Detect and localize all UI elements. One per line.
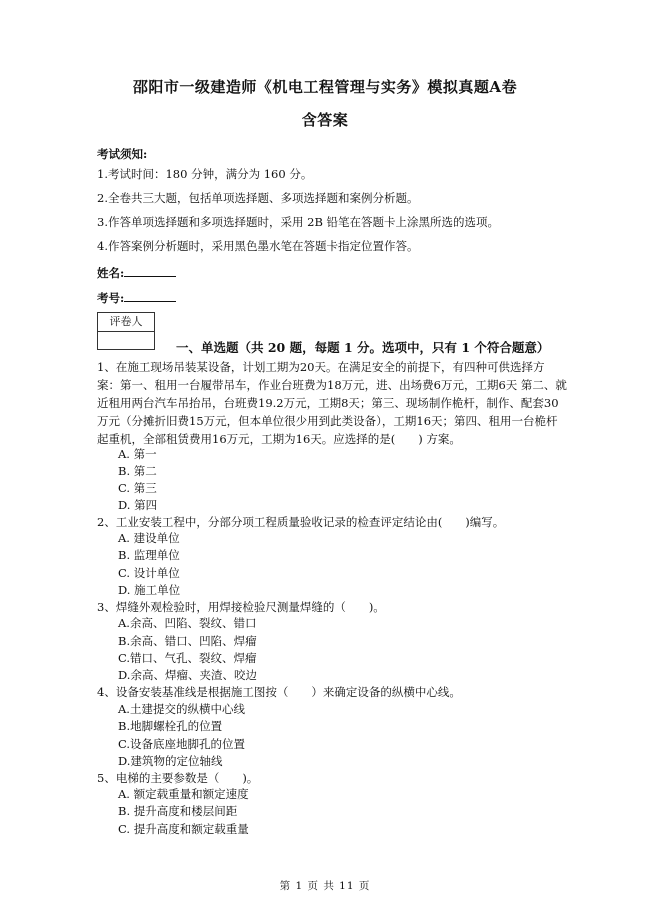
answer-option: A.余高、凹陷、裂纹、错口 xyxy=(118,616,257,630)
answer-option: C. 第三 xyxy=(118,481,157,495)
answer-option: D.余高、焊瘤、夹渣、咬边 xyxy=(118,668,257,682)
section-title: 一、单选题（共 20 题，每题 1 分。选项中，只有 1 个符合题意） xyxy=(176,340,550,355)
answer-option: C. 提升高度和额定载重量 xyxy=(118,822,249,836)
answer-option: C. 设计单位 xyxy=(118,566,180,580)
answer-option: A.土建提交的纵横中心线 xyxy=(118,702,245,716)
question-text: 2、工业安装工程中，分部分项工程质量验收记录的检查评定结论由( )编写。 xyxy=(97,515,505,529)
note-item: 1.考试时间：180 分钟，满分为 160 分。 xyxy=(97,167,313,181)
answer-option: C.设备底座地脚孔的位置 xyxy=(118,737,246,751)
answer-option: B. 第二 xyxy=(118,464,157,478)
answer-option: B. 监理单位 xyxy=(118,548,180,562)
note-item: 2.全卷共三大题，包括单项选择题、多项选择题和案例分析题。 xyxy=(97,191,419,205)
name-blank xyxy=(124,264,176,277)
page-footer: 第 1 页 共 11 页 xyxy=(279,880,371,892)
answer-option: B. 提升高度和楼层间距 xyxy=(118,804,238,818)
answer-option: D. 第四 xyxy=(118,498,158,512)
question-text: 4、设备安装基准线是根据施工图按（ ）来确定设备的纵横中心线。 xyxy=(97,685,461,699)
answer-option: D. 施工单位 xyxy=(118,583,181,597)
answer-option: A. 建设单位 xyxy=(118,531,180,545)
note-item: 3.作答单项选择题和多项选择题时，采用 2B 铅笔在答题卡上涂黑所选的选项。 xyxy=(97,215,500,229)
id-field xyxy=(97,289,176,306)
exam-title: 邵阳市一级建造师《机电工程管理与实务》模拟真题A卷 xyxy=(132,78,518,96)
answer-option: C.错口、气孔、裂纹、焊瘤 xyxy=(118,651,257,665)
note-item: 4.作答案例分析题时，采用黑色墨水笔在答题卡指定位置作答。 xyxy=(97,239,419,253)
grader-label: 评卷人 xyxy=(98,313,154,332)
name-field xyxy=(97,264,176,281)
question-text: 5、电梯的主要参数是（ )。 xyxy=(97,771,259,785)
answer-option: A. 第一 xyxy=(118,447,157,461)
answer-option: B.余高、错口、凹陷、焊瘤 xyxy=(118,634,257,648)
notes-heading: 考试须知: xyxy=(97,147,148,161)
question-text: 3、焊缝外观检验时，用焊接检验尺测量焊缝的（ )。 xyxy=(97,600,385,614)
exam-subtitle: 含答案 xyxy=(301,111,349,129)
grader-box xyxy=(97,312,155,350)
name-label: 姓名: xyxy=(97,266,125,280)
id-blank xyxy=(124,289,176,302)
id-label: 考号: xyxy=(97,291,125,305)
answer-option: A. 额定载重量和额定速度 xyxy=(118,787,249,801)
question-text: 1、在施工现场吊装某设备，计划工期为20天。在满足安全的前提下，有四种可供选择方案：第一、租用一台履带吊车，作业台班费为18万元，进、出场费6万元，工期6天 第二、就近租用两台汽车吊抬吊，台班费19.2万元，工期8天；第三、现场制作桅杆，制作、配套30万元（分摊折旧费15万元，但本单位很少用到此类设备），工期16天；第四、租用一台桅杆起重机，全部租赁费用16万元，工期为16天。应选择的是( ) 方案。 xyxy=(97,360,567,446)
answer-option: D.建筑物的定位轴线 xyxy=(118,754,223,768)
answer-option: B.地脚螺栓孔的位置 xyxy=(118,719,223,733)
